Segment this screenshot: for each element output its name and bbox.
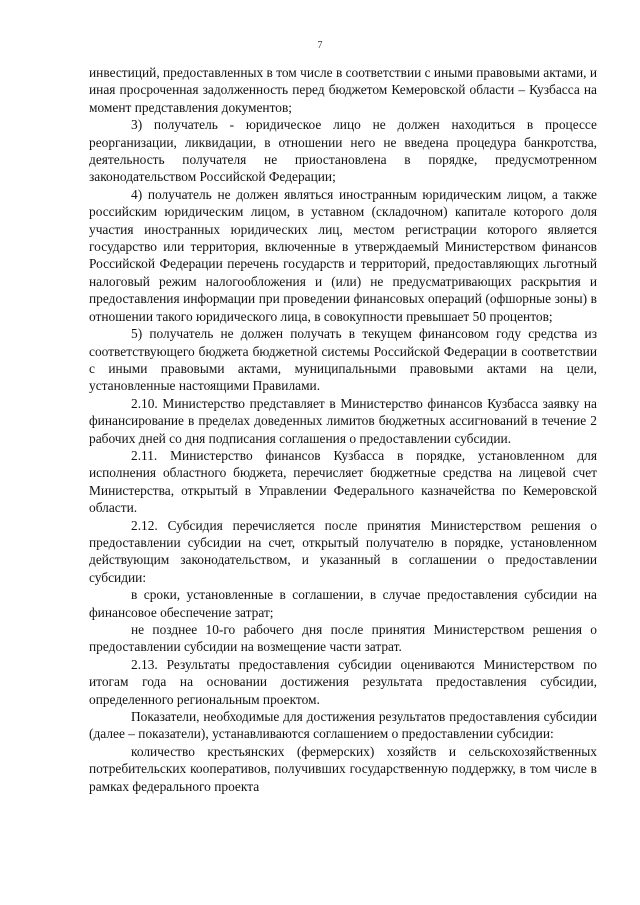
paragraph-indicators: Показатели, необходимые для достижения результатов предоставления субсидии (далее – показатели), устанавливаются соглашением о предоставлении субсидии: (89, 709, 597, 742)
paragraph-2-12-term-2: не позднее 10-го рабочего дня после принятия Министерством решения о предоставлении субсидии на возмещение части затрат. (89, 622, 597, 655)
paragraph-2-11: 2.11. Министерство финансов Кузбасса в порядке, установленном для исполнения областного бюджета, перечисляет бюджетные средства на лицевой счет Министерства, открытый в Управлении Федерального казначейства по Кемеровской области. (89, 447, 597, 516)
document-body (89, 64, 597, 795)
paragraph-2-10: 2.10. Министерство представляет в Министерство финансов Кузбасса заявку на финансирование в пределах доведенных лимитов бюджетных ассигнований в течение 2 рабочих дней со дня подписания соглашения о предоставлении субсидии. (89, 395, 597, 446)
paragraph-2-13: 2.13. Результаты предоставления субсидии оцениваются Министерством по итогам года на основании достижения результата предоставления субсидии, определенного региональным проектом. (89, 656, 597, 707)
paragraph-item-4: 4) получатель не должен являться иностранным юридическим лицом, а также российским юридическим лицом, в уставном (складочном) капитале которого доля участия иностранных юридических лиц, местом регистрации которого является государство или территория, включенные в утверждаемый Министерством финансов Российской Федерации перечень государств и территорий, предоставляющих льготный налоговый режим налогообложения и (или) не предусматривающих раскрытия и предоставления информации при проведении финансовых операций (офшорные зоны) в отношении такого юридического лица, в совокупности превышает 50 процентов; (89, 186, 597, 324)
paragraph-item-3: 3) получатель - юридическое лицо не должен находиться в процессе реорганизации, ликвидации, в отношении него не введена процедура банкротства, деятельность получателя не приостановлена в порядке, предусмотренном законодательством Российской Федерации; (89, 117, 597, 185)
paragraph-2-12-term-1: в сроки, установленные в соглашении, в случае предоставления субсидии на финансовое обеспечение затрат; (89, 587, 597, 620)
page-number: 7 (317, 40, 323, 51)
paragraph-2-12: 2.12. Субсидия перечисляется после принятия Министерством решения о предоставлении субсидии на счет, открытый получателю в порядке, установленном действующим законодательством, и указанный в соглашении о предоставлении субсидии: (89, 517, 597, 585)
paragraph-indicator-farms: количество крестьянских (фермерских) хозяйств и сельскохозяйственных потребительских кооперативов, получивших государственную поддержку, в том числе в рамках федерального проекта (89, 743, 597, 794)
paragraph-continuation: инвестиций, предоставленных в том числе в соответствии с иными правовыми актами, и иная просроченная задолженность перед бюджетом Кемеровской области – Кузбасса на момент представления документов; (89, 65, 598, 115)
paragraph-item-5: 5) получатель не должен получать в текущем финансовом году средства из соответствующего бюджета бюджетной системы Российской Федерации в соответствии с иными правовыми актами, муниципальными правовыми актами на цели, установленные настоящими Правилами. (89, 326, 597, 394)
